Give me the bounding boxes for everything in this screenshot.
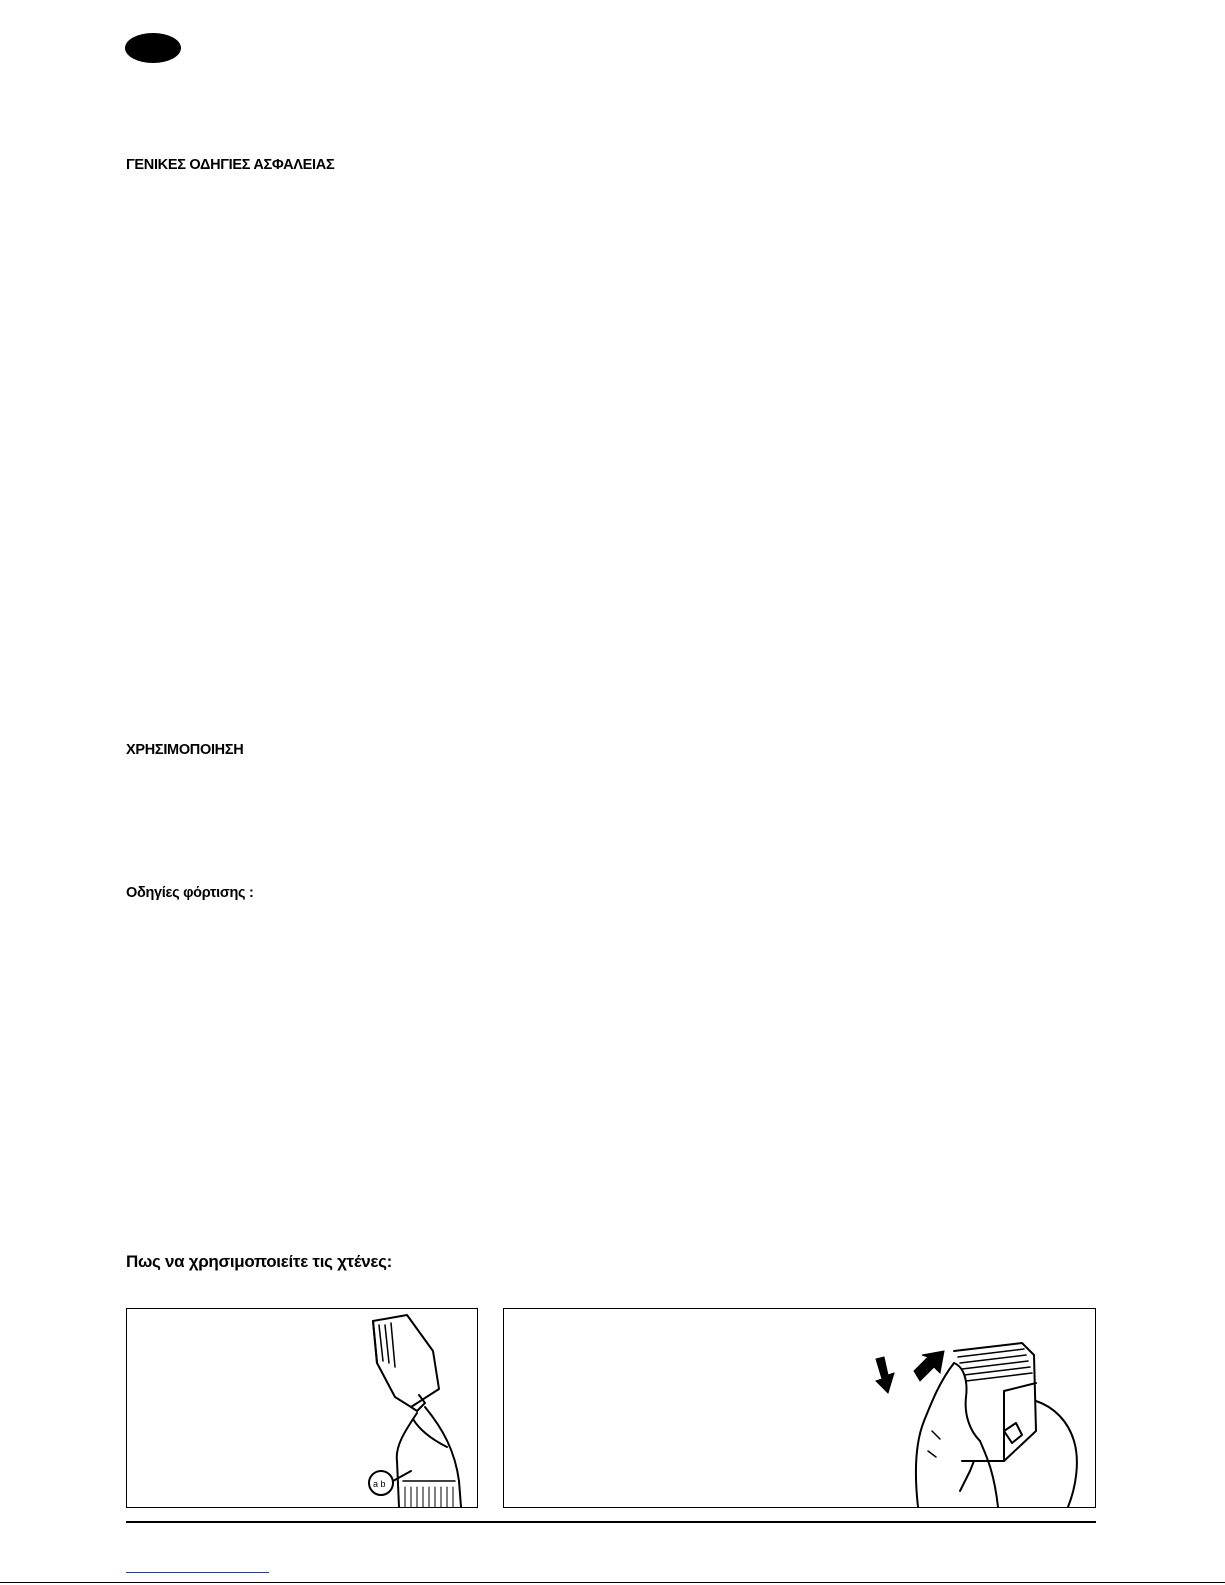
svg-text:a b: a b — [373, 1479, 386, 1489]
footer-link-underline[interactable] — [126, 1572, 269, 1573]
combs-heading: Πως να χρησιμοποιείτε τις χτένες: — [126, 1252, 393, 1271]
safety-heading: ΓΕΝΙΚΕΣ ΟΔΗΓΙΕΣ ΑΣΦΑΛΕΙΑΣ — [126, 157, 335, 173]
bottom-rule — [126, 1521, 1096, 1523]
page-bottom-edge — [0, 1582, 1225, 1583]
usage-heading: ΧΡΗΣΙΜΟΠΟΙΗΣΗ — [126, 742, 244, 758]
comb-slide-hand-illustration — [854, 1311, 1094, 1507]
figure-comb-attach — [126, 1308, 478, 1508]
charging-heading: Οδηγίες φόρτισης : — [126, 885, 254, 901]
figure-comb-slide — [503, 1308, 1096, 1508]
clipper-comb-attach-illustration — [355, 1311, 475, 1507]
language-tab — [125, 33, 181, 63]
